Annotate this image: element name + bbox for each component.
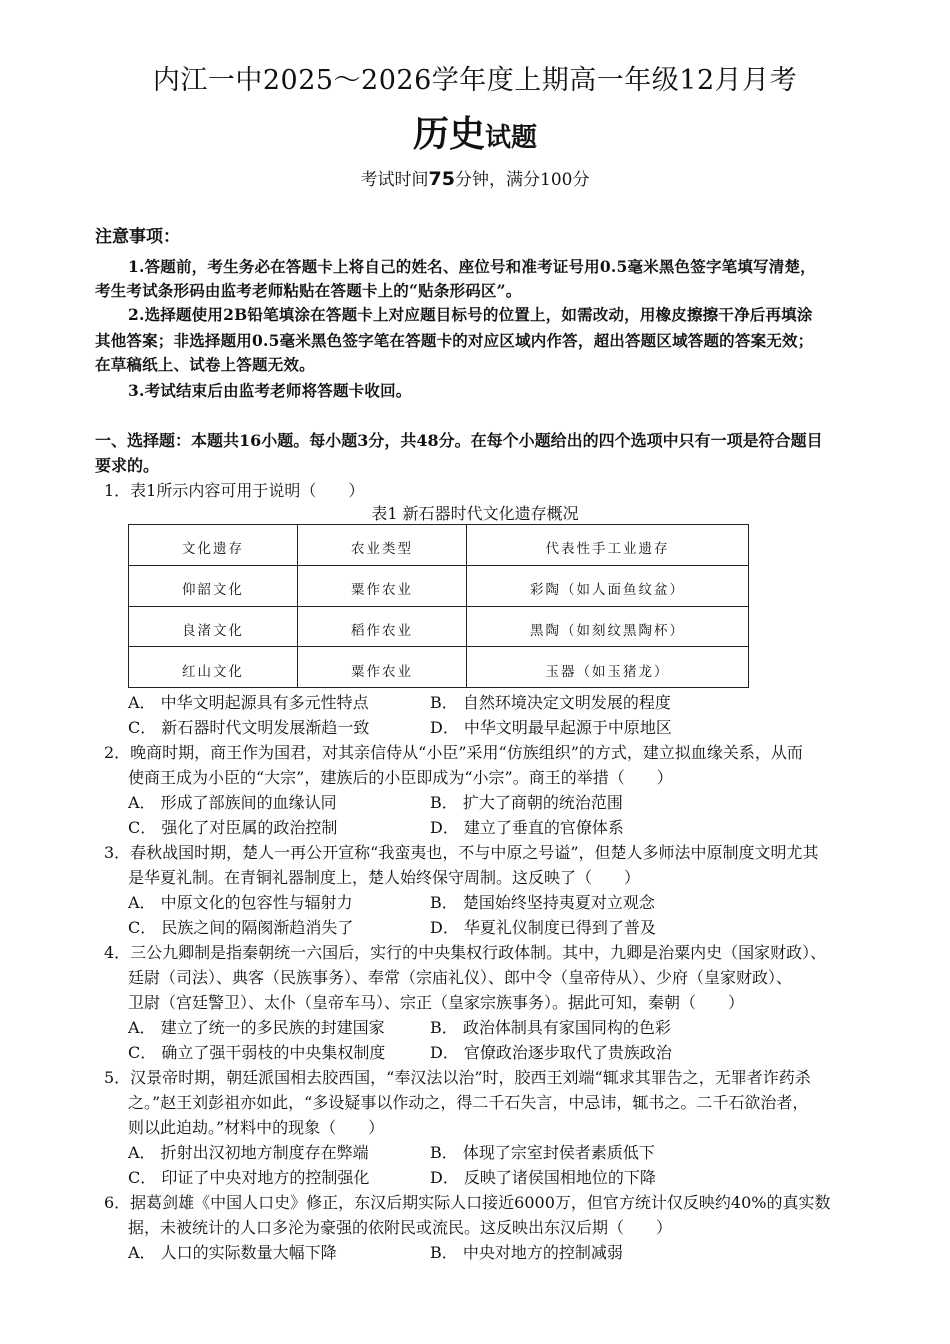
exam-title: 内江一中2025～2026学年度上期高一年级12月月考 xyxy=(152,65,798,96)
q2-option-c[interactable]: C． 强化了对臣属的政治控制 xyxy=(128,818,338,837)
q4-option-d[interactable]: D． 官僚政治逐步取代了贵族政治 xyxy=(430,1043,672,1062)
question-5-stem-cont: 之。”赵王刘彭祖亦如此，“多设疑事以作动之，得二千石失言，中忌讳，辄书之。二千石欲治者， xyxy=(128,1093,809,1112)
q4-option-b[interactable]: B． 政治体制具有家国同构的色彩 xyxy=(430,1018,671,1037)
time-value: 75 xyxy=(428,168,455,190)
q2-option-b[interactable]: B． 扩大了商朝的统治范围 xyxy=(430,793,623,812)
exam-duration-line xyxy=(0,165,950,190)
q3-option-c[interactable]: C． 民族之间的隔阂渐趋消失了 xyxy=(128,918,354,937)
table-caption: 表1 新石器时代文化遗存概况 xyxy=(371,504,579,523)
q1-option-c[interactable]: C． 新石器时代文明发展渐趋一致 xyxy=(128,718,370,737)
q3-option-d[interactable]: D． 华夏礼仪制度已得到了普及 xyxy=(430,918,656,937)
table-cell: 红山文化 xyxy=(129,647,298,688)
table-row xyxy=(129,565,749,606)
table-cell: 彩陶（如人面鱼纹盆） xyxy=(467,565,749,606)
table-cell: 稻作农业 xyxy=(298,606,467,647)
question-5-stem-cont: 则以此迫劫。”材料中的现象（ ） xyxy=(128,1118,385,1137)
notice-line: 在草稿纸上、试卷上答题无效。 xyxy=(95,355,315,374)
table-cell: 仰韶文化 xyxy=(129,565,298,606)
table-header-cell: 农业类型 xyxy=(298,525,467,566)
q5-option-b[interactable]: B． 体现了宗室封侯者素质低下 xyxy=(430,1143,655,1162)
q1-option-b[interactable]: B． 自然环境决定文明发展的程度 xyxy=(430,693,671,712)
question-6-stem: 6．据葛剑雄《中国人口史》修正，东汉后期实际人口接近6000万，但官方统计仅反映约40%的真实数 xyxy=(104,1193,831,1212)
table-header-cell: 代表性手工业遗存 xyxy=(467,525,749,566)
table-cell: 黑陶（如刻纹黑陶杯） xyxy=(467,606,749,647)
question-1-stem: 1．表1所示内容可用于说明（ ） xyxy=(104,481,365,500)
question-5-stem: 5．汉景帝时期，朝廷派国相去胶西国，“奉汉法以治”时，胶西王刘端“辄求其罪告之，无罪者诈药杀 xyxy=(104,1068,811,1087)
question-2-stem-cont: 使商王成为小臣的“大宗”，建族后的小臣即成为“小宗”。商王的举措（ ） xyxy=(128,768,673,787)
question-6-stem-cont: 据，未被统计的人口多沦为豪强的依附民或流民。这反映出东汉后期（ ） xyxy=(128,1218,673,1237)
q4-option-c[interactable]: C． 确立了强干弱枝的中央集权制度 xyxy=(128,1043,386,1062)
subject-suffix: 试题 xyxy=(485,123,538,153)
table-row xyxy=(129,647,749,688)
notice-line: 2.选择题使用2B铅笔填涂在答题卡上对应题目标号的位置上，如需改动，用橡皮擦擦干净后再填涂 xyxy=(128,305,813,324)
q5-option-d[interactable]: D． 反映了诸侯国相地位的下降 xyxy=(430,1168,656,1187)
notice-line: 其他答案；非选择题用0.5毫米黑色签字笔在答题卡的对应区域内作答，超出答题区域答题的答案无效； xyxy=(95,331,814,350)
question-3-stem: 3．春秋战国时期，楚人一再公开宣称“我蛮夷也，不与中原之号谥”，但楚人多师法中原制度文明尤其 xyxy=(104,843,819,862)
table-row xyxy=(129,606,749,647)
q3-option-b[interactable]: B． 楚国始终坚持夷夏对立观念 xyxy=(430,893,655,912)
table-cell: 玉器（如玉猪龙） xyxy=(467,647,749,688)
question-4-stem-cont: 廷尉（司法）、典客（民族事务）、奉常（宗庙礼仪）、郎中令（皇帝侍从）、少府（皇家财政）、 xyxy=(128,968,793,987)
question-2-stem: 2．晚商时期，商王作为国君，对其亲信侍从“小臣”采用“仿族组织”的方式，建立拟血缘关系，从而 xyxy=(104,743,803,762)
table-header-cell: 文化遗存 xyxy=(129,525,298,566)
q2-option-a[interactable]: A． 形成了部族间的血缘认同 xyxy=(128,793,337,812)
q5-option-a[interactable]: A． 折射出汉初地方制度存在弊端 xyxy=(128,1143,369,1162)
time-suffix: 分钟，满分100分 xyxy=(455,170,590,190)
q2-option-d[interactable]: D． 建立了垂直的官僚体系 xyxy=(430,818,624,837)
notice-line: 考生考试条形码由监考老师粘贴在答题卡上的“贴条形码区”。 xyxy=(95,281,522,300)
q5-option-c[interactable]: C． 印证了中央对地方的控制强化 xyxy=(128,1168,370,1187)
table-cell: 粟作农业 xyxy=(298,647,467,688)
culture-table xyxy=(128,524,749,688)
q4-option-a[interactable]: A． 建立了统一的多民族的封建国家 xyxy=(128,1018,385,1037)
table-header-row xyxy=(129,525,749,566)
q3-option-a[interactable]: A． 中原文化的包容性与辐射力 xyxy=(128,893,353,912)
question-4-stem-cont: 卫尉（宫廷警卫）、太仆（皇帝车马）、宗正（皇家宗族事务）。据此可知，秦朝（ ） xyxy=(128,993,745,1012)
subject-main: 历史 xyxy=(412,113,485,155)
question-3-stem-cont: 是华夏礼制。在青铜礼器制度上，楚人始终保守周制。这反映了（ ） xyxy=(128,868,641,887)
section-instructions: 一、选择题：本题共16小题。每小题3分，共48分。在每个小题给出的四个选项中只有一项是符合题目 xyxy=(95,431,823,450)
q1-option-a[interactable]: A． 中华文明起源具有多元性特点 xyxy=(128,693,369,712)
q6-option-b[interactable]: B． 中央对地方的控制减弱 xyxy=(430,1243,623,1262)
time-prefix: 考试时间 xyxy=(360,170,429,190)
notice-heading: 注意事项： xyxy=(95,227,180,247)
subject-heading xyxy=(0,106,950,157)
q1-option-d[interactable]: D． 中华文明最早起源于中原地区 xyxy=(430,718,672,737)
notice-line: 3.考试结束后由监考老师将答题卡收回。 xyxy=(128,381,412,400)
notice-line: 1.答题前，考生务必在答题卡上将自己的姓名、座位号和准考证号用0.5毫米黑色签字笔填写清楚， xyxy=(128,257,816,276)
table-cell: 粟作农业 xyxy=(298,565,467,606)
question-4-stem: 4．三公九卿制是指秦朝统一六国后，实行的中央集权行政体制。其中，九卿是治粟内史（国家财政）、 xyxy=(104,943,827,962)
section-instructions-cont: 要求的。 xyxy=(95,456,160,475)
table-cell: 良渚文化 xyxy=(129,606,298,647)
q6-option-a[interactable]: A． 人口的实际数量大幅下降 xyxy=(128,1243,337,1262)
